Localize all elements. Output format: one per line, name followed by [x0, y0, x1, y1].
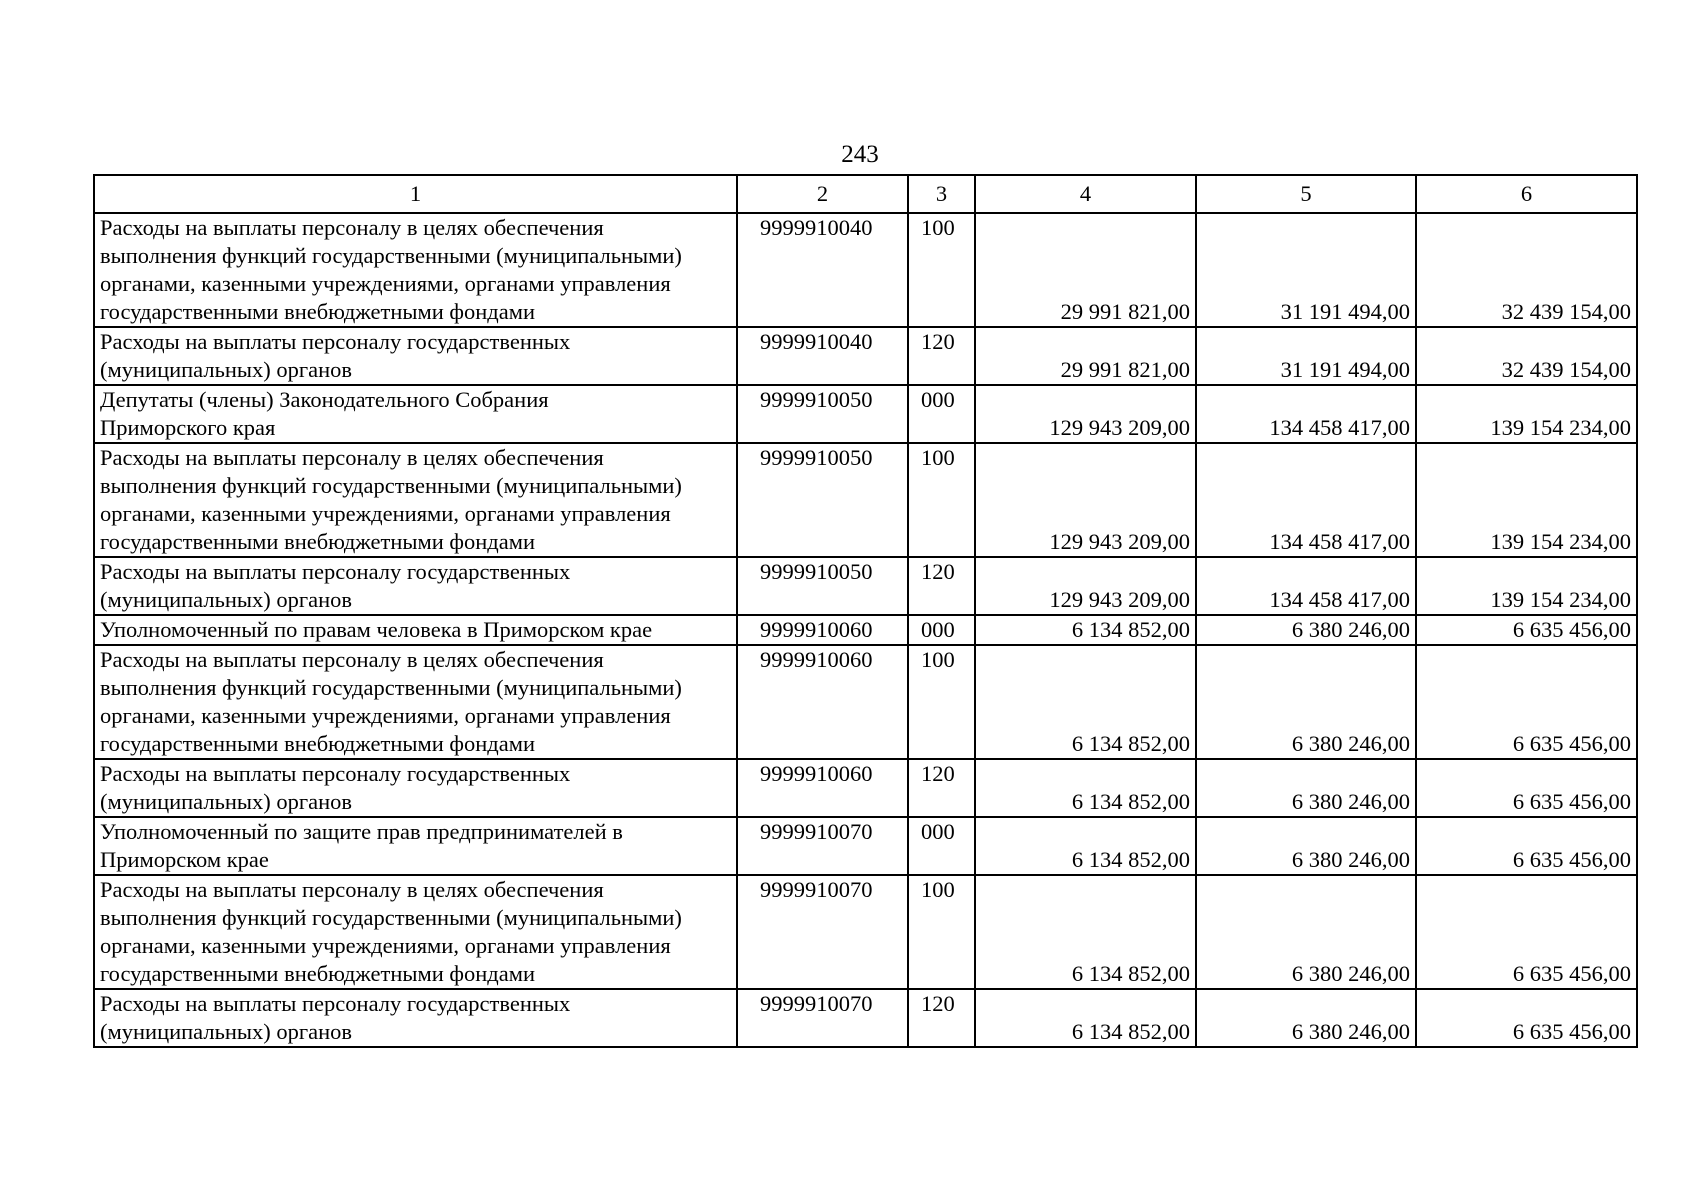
budget-table [93, 174, 1638, 1048]
row-value-cell: 129 943 209,00 [975, 385, 1196, 443]
row-name-line: Расходы на выплаты персоналу в целях обеспечения [100, 647, 604, 672]
row-name-line: (муниципальных) органов [100, 789, 353, 814]
row-name-line: (муниципальных) органов [100, 357, 353, 382]
row-name-cell [94, 875, 737, 989]
row-value-cell: 29 991 821,00 [975, 327, 1196, 385]
row-value-cell: 32 439 154,00 [1416, 327, 1637, 385]
row-name-line: (муниципальных) органов [100, 1019, 353, 1044]
table-row [94, 213, 1637, 327]
row-name-cell [94, 443, 737, 557]
row-value-cell: 129 943 209,00 [975, 557, 1196, 615]
row-code-cell: 9999910050 [737, 385, 908, 443]
row-value-cell: 6 134 852,00 [975, 759, 1196, 817]
row-value-cell: 139 154 234,00 [1416, 385, 1637, 443]
row-value-cell: 29 991 821,00 [975, 213, 1196, 327]
row-name-line: органами, казенными учреждениями, органами управления [100, 703, 671, 728]
row-code-cell: 9999910050 [737, 443, 908, 557]
row-name-line: государственными внебюджетными фондами [100, 529, 536, 554]
table-row [94, 557, 1637, 615]
table-row [94, 327, 1637, 385]
row-value-cell: 31 191 494,00 [1196, 213, 1416, 327]
table-row [94, 989, 1637, 1047]
row-value-cell: 6 380 246,00 [1196, 875, 1416, 989]
row-name-line: Расходы на выплаты персоналу государственных [100, 761, 571, 786]
row-name-line: Приморском крае [100, 847, 269, 872]
row-name-line: Расходы на выплаты персоналу государственных [100, 329, 571, 354]
row-value-cell: 32 439 154,00 [1416, 213, 1637, 327]
row-code-cell: 9999910060 [737, 759, 908, 817]
row-value-cell: 6 134 852,00 [975, 645, 1196, 759]
row-value-cell: 6 134 852,00 [975, 989, 1196, 1047]
table-row [94, 645, 1637, 759]
row-name-line: Расходы на выплаты персоналу в целях обеспечения [100, 215, 604, 240]
row-name-line: выполнения функций государственными (муниципальными) [100, 675, 682, 700]
row-value-cell: 6 380 246,00 [1196, 759, 1416, 817]
header-cell: 6 [1416, 175, 1637, 213]
row-value-cell: 31 191 494,00 [1196, 327, 1416, 385]
row-value-cell: 6 380 246,00 [1196, 817, 1416, 875]
row-name-line: органами, казенными учреждениями, органами управления [100, 933, 671, 958]
row-name-line: Расходы на выплаты персоналу государственных [100, 991, 571, 1016]
row-name-line: государственными внебюджетными фондами [100, 731, 536, 756]
row-code-cell: 9999910050 [737, 557, 908, 615]
row-value-cell: 134 458 417,00 [1196, 443, 1416, 557]
row-name-cell [94, 989, 737, 1047]
row-vr-cell: 120 [908, 327, 975, 385]
row-vr-cell: 120 [908, 989, 975, 1047]
table-row [94, 615, 1637, 645]
row-value-cell: 139 154 234,00 [1416, 557, 1637, 615]
row-name-line: органами, казенными учреждениями, органами управления [100, 501, 671, 526]
row-name-line: выполнения функций государственными (муниципальными) [100, 905, 682, 930]
row-name-cell [94, 759, 737, 817]
row-vr-cell: 100 [908, 443, 975, 557]
row-name-line: государственными внебюджетными фондами [100, 299, 536, 324]
row-value-cell: 6 635 456,00 [1416, 645, 1637, 759]
row-name-cell [94, 213, 737, 327]
row-value-cell: 134 458 417,00 [1196, 557, 1416, 615]
row-name-cell [94, 645, 737, 759]
row-code-cell: 9999910060 [737, 645, 908, 759]
row-value-cell: 6 635 456,00 [1416, 615, 1637, 645]
row-value-cell: 6 380 246,00 [1196, 989, 1416, 1047]
row-code-cell: 9999910070 [737, 817, 908, 875]
row-name-line: (муниципальных) органов [100, 587, 353, 612]
row-vr-cell: 000 [908, 817, 975, 875]
table-row [94, 817, 1637, 875]
row-code-cell: 9999910060 [737, 615, 908, 645]
row-value-cell: 129 943 209,00 [975, 443, 1196, 557]
row-name-cell [94, 385, 737, 443]
row-code-cell: 9999910070 [737, 875, 908, 989]
row-code-cell: 9999910040 [737, 327, 908, 385]
row-code-cell: 9999910070 [737, 989, 908, 1047]
row-name-line: Уполномоченный по правам человека в Приморском крае [100, 617, 653, 642]
row-value-cell: 134 458 417,00 [1196, 385, 1416, 443]
header-cell: 5 [1196, 175, 1416, 213]
header-cell: 3 [908, 175, 975, 213]
row-name-line: органами, казенными учреждениями, органами управления [100, 271, 671, 296]
row-name-line: Расходы на выплаты персоналу государственных [100, 559, 571, 584]
table-row [94, 443, 1637, 557]
row-value-cell: 6 134 852,00 [975, 615, 1196, 645]
row-code-cell: 9999910040 [737, 213, 908, 327]
row-name-cell [94, 557, 737, 615]
row-value-cell: 6 635 456,00 [1416, 817, 1637, 875]
table-header-row [94, 175, 1637, 213]
row-name-line: Приморского края [100, 415, 276, 440]
row-value-cell: 6 380 246,00 [1196, 645, 1416, 759]
row-vr-cell: 100 [908, 645, 975, 759]
row-value-cell: 6 134 852,00 [975, 817, 1196, 875]
row-vr-cell: 120 [908, 759, 975, 817]
table-row [94, 759, 1637, 817]
table-row [94, 875, 1637, 989]
row-name-line: Расходы на выплаты персоналу в целях обеспечения [100, 877, 604, 902]
row-vr-cell: 120 [908, 557, 975, 615]
row-value-cell: 6 635 456,00 [1416, 875, 1637, 989]
row-name-line: Депутаты (члены) Законодательного Собрания [100, 387, 549, 412]
row-value-cell: 6 380 246,00 [1196, 615, 1416, 645]
header-cell: 4 [975, 175, 1196, 213]
page-number: 243 [841, 141, 879, 168]
row-name-line: Расходы на выплаты персоналу в целях обеспечения [100, 445, 604, 470]
header-cell: 1 [94, 175, 737, 213]
row-value-cell: 6 635 456,00 [1416, 989, 1637, 1047]
row-value-cell: 139 154 234,00 [1416, 443, 1637, 557]
row-name-line: выполнения функций государственными (муниципальными) [100, 473, 682, 498]
row-vr-cell: 100 [908, 875, 975, 989]
row-vr-cell: 000 [908, 615, 975, 645]
table-row [94, 385, 1637, 443]
row-vr-cell: 000 [908, 385, 975, 443]
row-value-cell: 6 635 456,00 [1416, 759, 1637, 817]
header-cell: 2 [737, 175, 908, 213]
row-value-cell: 6 134 852,00 [975, 875, 1196, 989]
row-name-line: Уполномоченный по защите прав предпринимателей в [100, 819, 623, 844]
row-name-cell [94, 327, 737, 385]
row-vr-cell: 100 [908, 213, 975, 327]
row-name-cell [94, 615, 737, 645]
row-name-cell [94, 817, 737, 875]
row-name-line: государственными внебюджетными фондами [100, 961, 536, 986]
row-name-line: выполнения функций государственными (муниципальными) [100, 243, 682, 268]
